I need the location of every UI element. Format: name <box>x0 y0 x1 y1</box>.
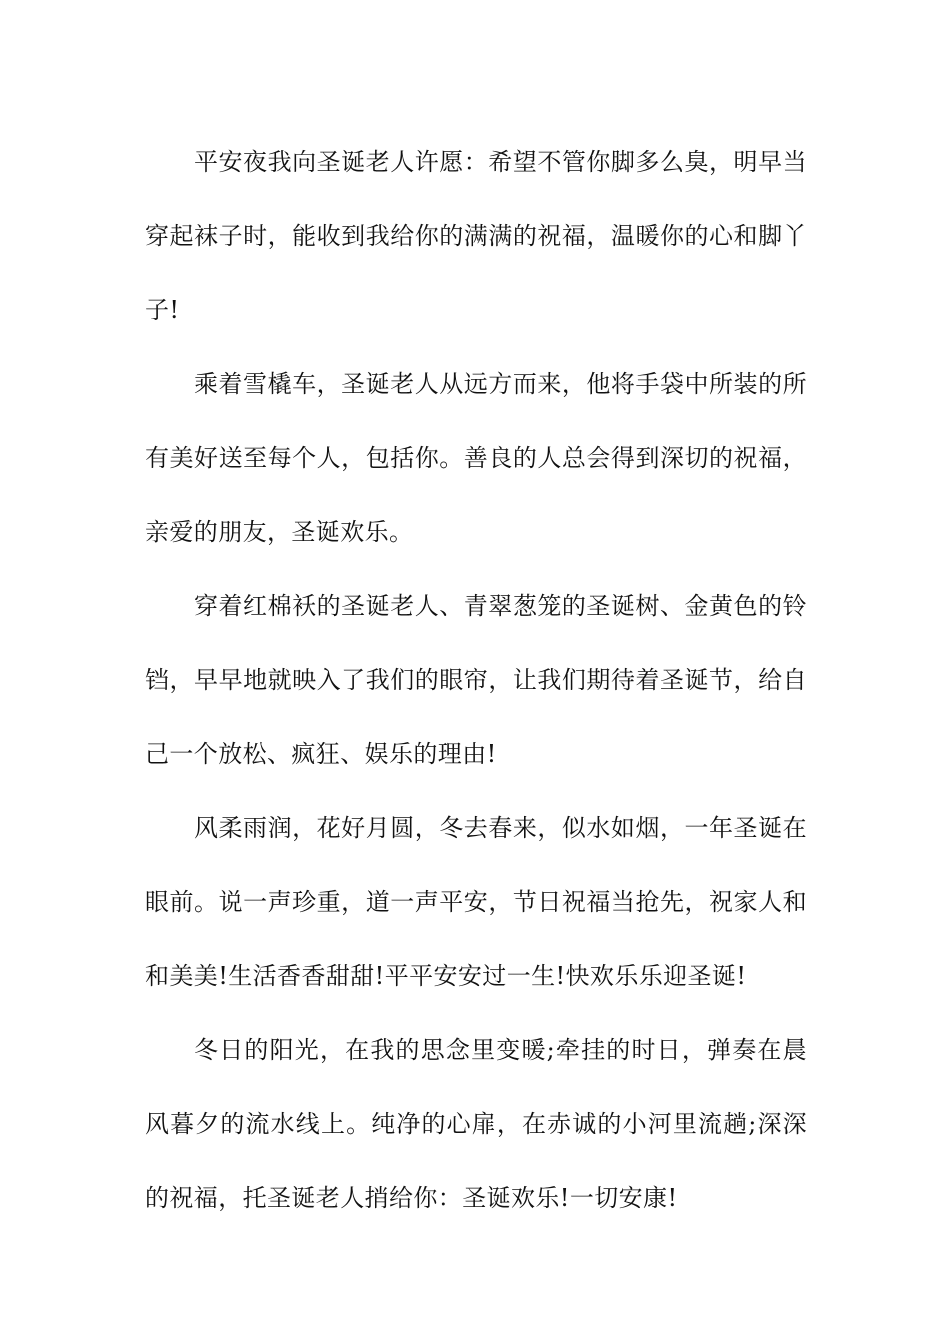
paragraph-4: 风柔雨润，花好月圆，冬去春来，似水如烟，一年圣诞在眼前。说一声珍重，道一声平安，节日祝福当抢先，祝家人和和美美!生活香香甜甜!平平安安过一生!快欢乐乐迎圣诞! <box>145 814 807 990</box>
paragraph-2: 乘着雪橇车，圣诞老人从远方而来，他将手袋中所装的所有美好送至每个人，包括你。善良的人总会得到深切的祝福，亲爱的朋友，圣诞欢乐。 <box>145 370 807 546</box>
paragraph-5: 冬日的阳光，在我的思念里变暖;牵挂的时日，弹奏在晨风暮夕的流水线上。纯净的心扉，在赤诚的小河里流趟;深深的祝福，托圣诞老人捎给你：圣诞欢乐!一切安康! <box>145 1036 807 1212</box>
document-body <box>145 125 807 1235</box>
paragraph-1: 平安夜我向圣诞老人许愿：希望不管你脚多么臭，明早当穿起袜子时，能收到我给你的满满的祝福，温暖你的心和脚丫子! <box>145 148 807 324</box>
paragraph-3: 穿着红棉袄的圣诞老人、青翠葱笼的圣诞树、金黄色的铃铛，早早地就映入了我们的眼帘，让我们期待着圣诞节，给自己一个放松、疯狂、娱乐的理由! <box>145 592 807 768</box>
